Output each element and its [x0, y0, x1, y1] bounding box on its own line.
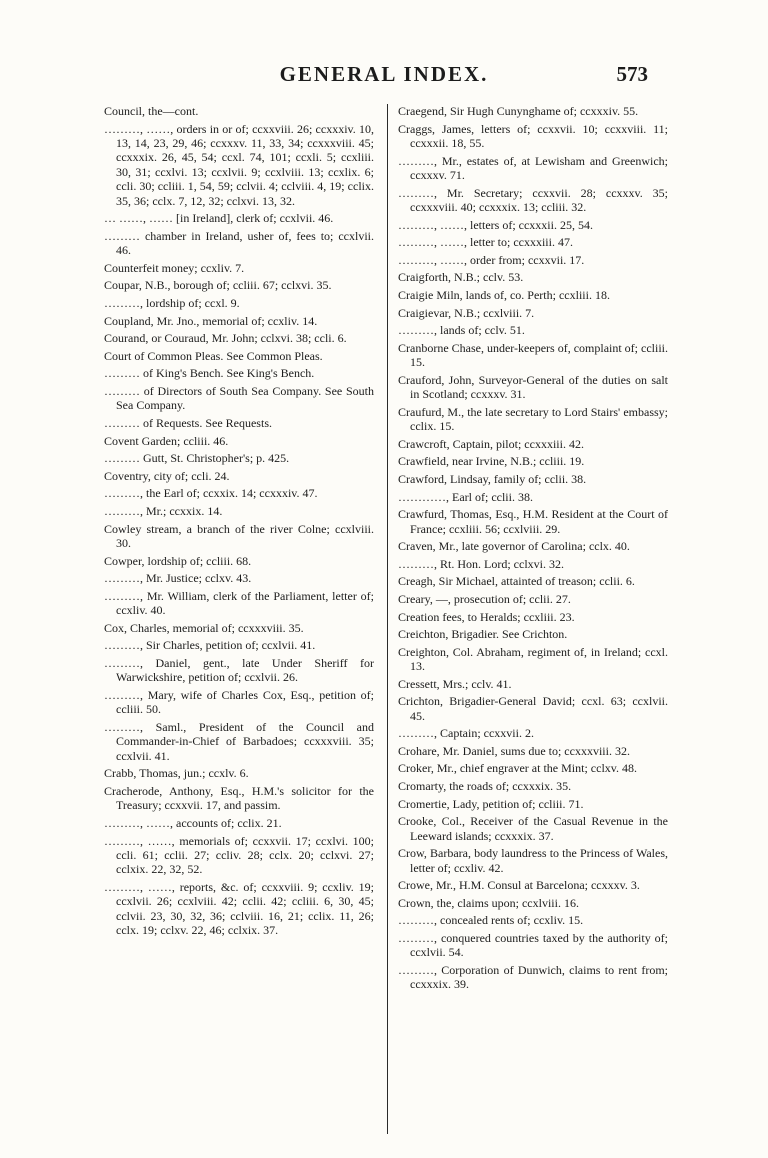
- index-entry: ……… chamber in Ireland, usher of, fees to; ccxlvii. 46.: [104, 228, 374, 258]
- index-entry: ………, Rt. Hon. Lord; cclxvi. 32.: [398, 556, 564, 571]
- index-entry: Crawford, Lindsay, family of; cclii. 38.: [398, 471, 587, 486]
- index-entry: Craigievar, N.B.; ccxlviii. 7.: [398, 305, 535, 320]
- index-entry: Cowper, lordship of; ccliii. 68.: [104, 553, 252, 568]
- index-entry: Cressett, Mrs.; cclv. 41.: [398, 676, 512, 691]
- index-entry: ………, ……, reports, &c. of; ccxxviii. 9; ccxliv. 19; ccxlvii. 26; ccxlviii. 42; cclii. 42; ccliii. 6, 30, 45; cclvii. 23, 30, 32, 36; cclviii. 16, 21; cclix. 11, 26; cclx. 19; cclxv. 22, 46; cclxix. 37.: [104, 879, 374, 938]
- index-entry: ………, Sir Charles, petition of; ccxlvii. 41.: [104, 638, 316, 653]
- index-entry: Crown, the, claims upon; ccxlviii. 16.: [398, 895, 579, 910]
- index-entry: Craven, Mr., late governor of Carolina; cclx. 40.: [398, 539, 630, 554]
- index-entry: ………, Daniel, gent., late Under Sheriff for Warwickshire, petition of; ccxlvii. 26.: [104, 655, 374, 685]
- index-entry: Cowley stream, a branch of the river Colne; ccxlviii. 30.: [104, 521, 374, 550]
- index-entry: ………, Mr., estates of, at Lewisham and Greenwich; ccxxxv. 71.: [398, 153, 668, 182]
- index-entry: ……… of Directors of South Sea Company. See South Sea Company.: [104, 383, 374, 413]
- index-entry: Craggs, James, letters of; ccxxvii. 10; ccxxviii. 11; ccxxxii. 18, 55.: [398, 121, 668, 150]
- index-entry: Crichton, Brigadier-General David; ccxl. 63; ccxlvii. 45.: [398, 694, 668, 723]
- index-entry: Crowe, Mr., H.M. Consul at Barcelona; ccxxxv. 3.: [398, 878, 640, 893]
- index-entry: ……… of Requests. See Requests.: [104, 415, 272, 430]
- index-entry: ………, conquered countries taxed by the authority of; ccxlvii. 54.: [398, 931, 668, 960]
- column-divider: [387, 104, 388, 1134]
- index-entry: Courand, or Couraud, Mr. John; cclxvi. 38; ccli. 6.: [104, 331, 347, 346]
- index-entry: ………, Saml., President of the Council and Commander-in-Chief of Barbadoes; ccxxxviii. 35; ccxlvii. 41.: [104, 719, 374, 763]
- index-entry: Court of Common Pleas. See Common Pleas.: [104, 348, 323, 363]
- index-entry: Coupar, N.B., borough of; ccliii. 67; cclxvi. 35.: [104, 278, 332, 293]
- index-entry: Craufurd, M., the late secretary to Lord Stairs' embassy; cclix. 15.: [398, 404, 668, 434]
- index-entry: ………, Mr. Justice; cclxv. 43.: [104, 571, 252, 586]
- index-entry: Counterfeit money; ccxliv. 7.: [104, 260, 245, 275]
- index-entry: ………, Mr. William, clerk of the Parliament, letter of; ccxliv. 40.: [104, 588, 374, 618]
- index-entry: Cromertie, Lady, petition of; ccliii. 71.: [398, 796, 584, 811]
- index-entry: Crooke, Col., Receiver of the Casual Revenue in the Leeward islands; ccxxxix. 37.: [398, 814, 668, 843]
- index-entry: Crawcroft, Captain, pilot; ccxxxiii. 42.: [398, 436, 584, 451]
- page-header: [0, 62, 768, 92]
- index-entry: Crow, Barbara, body laundress to the Princess of Wales, letter of; ccxliv. 42.: [398, 846, 668, 875]
- index-columns: [104, 104, 668, 1144]
- index-entry: ………, Captain; ccxxvii. 2.: [398, 726, 534, 741]
- index-entry: Crauford, John, Surveyor-General of the duties on salt in Scotland; ccxxxv. 31.: [398, 372, 668, 402]
- index-entry: ………, Corporation of Dunwich, claims to rent from; ccxxxix. 39.: [398, 963, 668, 992]
- index-entry: Cranborne Chase, under-keepers of, complaint of; ccliii. 15.: [398, 340, 668, 370]
- index-entry: ……… Gutt, St. Christopher's; p. 425.: [104, 451, 290, 466]
- index-entry: Creichton, Brigadier. See Crichton.: [398, 627, 568, 642]
- index-entry: ………, the Earl of; ccxxix. 14; ccxxxiv. 47.: [104, 486, 318, 501]
- index-entry: Cromarty, the roads of; ccxxxix. 35.: [398, 779, 572, 794]
- index-entry: Council, the—cont.: [104, 104, 199, 118]
- index-entry: Crabb, Thomas, jun.; ccxlv. 6.: [104, 766, 249, 781]
- index-entry: Creation fees, to Heralds; ccxliii. 23.: [398, 609, 575, 624]
- index-entry: Craigforth, N.B.; cclv. 53.: [398, 270, 524, 285]
- index-entry: ………, lordship of; ccxl. 9.: [104, 296, 240, 310]
- index-entry: ………, Mr. Secretary; ccxxvii. 28; ccxxxv. 35; ccxxxviii. 40; ccxxxix. 13; ccliii. 32.: [398, 185, 668, 214]
- index-entry: ………, ……, letters of; ccxxxii. 25, 54.: [398, 217, 593, 232]
- index-entry: Creagh, Sir Michael, attainted of treason; cclii. 6.: [398, 574, 635, 589]
- index-entry: ………, ……, memorials of; ccxxvii. 17; ccxlvi. 100; ccli. 61; cclii. 27; ccliv. 28; cclx. 20; cclxvi. 27; cclxix. 22, 32, 52.: [104, 833, 374, 877]
- index-entry: Cox, Charles, memorial of; ccxxxviii. 35.: [104, 620, 304, 635]
- index-entry: … ……, …… [in Ireland], clerk of; ccxlvii. 46.: [104, 211, 334, 226]
- index-entry: Coventry, city of; ccli. 24.: [104, 468, 230, 483]
- index-entry: ………, Mary, wife of Charles Cox, Esq., petition of; ccliii. 50.: [104, 687, 374, 717]
- index-entry: Creary, —, prosecution of; cclii. 27.: [398, 591, 571, 606]
- index-entry: ………, ……, accounts of; cclix. 21.: [104, 815, 282, 830]
- index-entry: Croker, Mr., chief engraver at the Mint; cclxv. 48.: [398, 761, 637, 776]
- index-entry: Craigie Miln, lands of, co. Perth; ccxliii. 18.: [398, 287, 610, 302]
- index-entry: Crawfurd, Thomas, Esq., H.M. Resident at the Court of France; ccxliii. 56; ccxlviii. 29.: [398, 507, 668, 536]
- index-entry: Craegend, Sir Hugh Cunynghame of; ccxxxiv. 55.: [398, 104, 639, 118]
- index-entry: ………, ……, letter to; ccxxxiii. 47.: [398, 235, 573, 250]
- index-entry: Creighton, Col. Abraham, regiment of, in Ireland; ccxl. 13.: [398, 644, 668, 674]
- right-column: [398, 104, 668, 995]
- page-title: GENERAL INDEX.: [279, 62, 489, 86]
- index-entry: Coupland, Mr. Jno., memorial of; ccxliv. 14.: [104, 313, 318, 328]
- index-entry: ………, ……, orders in or of; ccxxviii. 26; ccxxxiv. 10, 13, 14, 23, 29, 46; ccxxxv. 11, 33, 34; ccxxxviii. 45; ccxxxix. 26, 45, 54; ccxl. 74, 101; ccxli. 5; ccxliii. 30, 31; ccxlvi. 13; ccxlvii. 9; ccxlviii. 13; ccxlix. 6; ccli. 30; ccliii. 1, 54, 59; cclvii. 4; cclviii. 4, 19; cclix. 35, 36; cclx. 7, 12, 32; cclxvi. 13, 32.: [104, 121, 374, 208]
- index-entry: ……… of King's Bench. See King's Bench.: [104, 366, 315, 381]
- index-entry: ………, lands of; cclv. 51.: [398, 323, 525, 338]
- index-entry: ………, Mr.; ccxxix. 14.: [104, 503, 223, 518]
- page-number: 573: [616, 62, 648, 86]
- index-entry: ………, ……, order from; ccxxvii. 17.: [398, 252, 585, 267]
- index-entry: ………, concealed rents of; ccxliv. 15.: [398, 913, 584, 928]
- index-entry: Crohare, Mr. Daniel, sums due to; ccxxxviii. 32.: [398, 743, 630, 758]
- index-entry: Covent Garden; ccliii. 46.: [104, 433, 229, 448]
- index-entry: Cracherode, Anthony, Esq., H.M.'s solicitor for the Treasury; ccxxvii. 17, and passim.: [104, 783, 374, 813]
- index-entry: …………, Earl of; cclii. 38.: [398, 489, 533, 504]
- index-entry: Crawfield, near Irvine, N.B.; ccliii. 19.: [398, 454, 585, 469]
- left-column: [104, 104, 374, 941]
